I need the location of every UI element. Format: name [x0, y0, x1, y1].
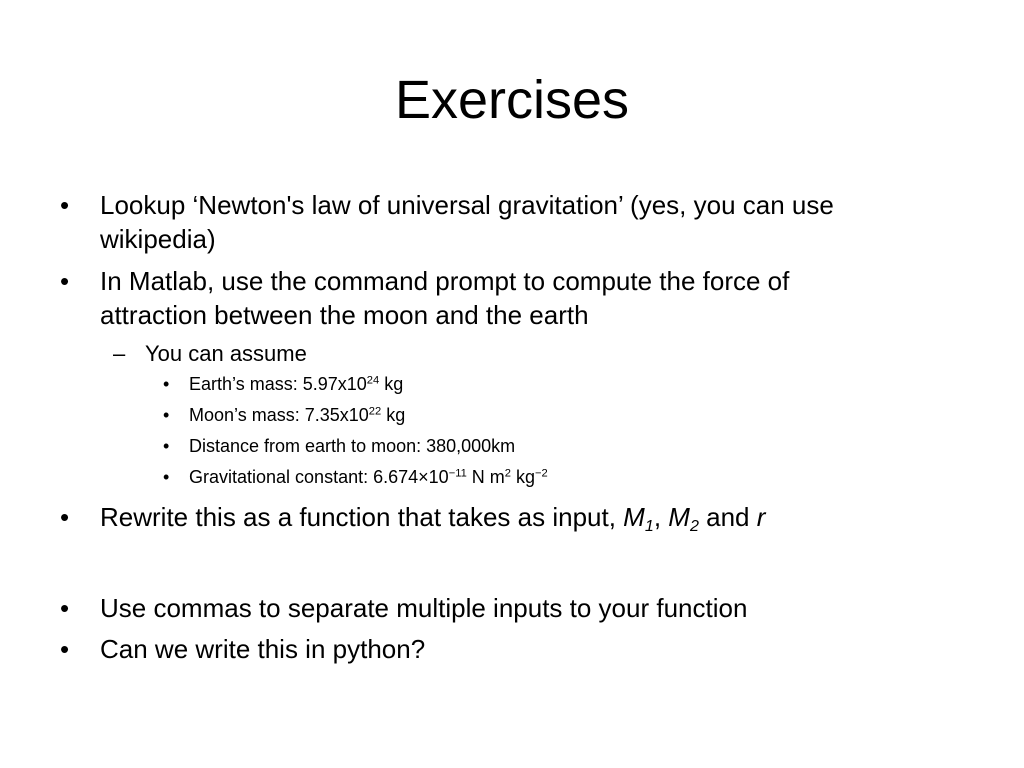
variable-r: r [756, 502, 766, 532]
fact-text: Earth’s mass: 5.97x10 [189, 374, 367, 394]
fact-moon-mass [163, 403, 949, 427]
bullet-icon: • [60, 190, 70, 220]
fact-grav-constant [163, 465, 949, 489]
bullet-text: Use commas to separate multiple inputs to your function [100, 593, 748, 623]
slide-title: Exercises [394, 70, 630, 130]
bullet-item-lookup [60, 188, 930, 256]
bullet-icon: • [60, 266, 70, 296]
rewrite-text: Rewrite this as a function that takes as input, [100, 502, 624, 532]
sub-bullet-text: You can assume [145, 341, 307, 366]
fact-unit: kg [379, 374, 404, 394]
bullet-icon: • [60, 634, 70, 664]
exponent: −2 [535, 467, 548, 480]
variable-m2: M [668, 502, 690, 532]
and-text: and [698, 502, 757, 532]
bullet-text: Can we write this in python? [100, 634, 426, 664]
bullet-text-line: attraction between the moon and the earth [100, 300, 589, 330]
bullet-text-line: In Matlab, use the command prompt to compute the force of [100, 266, 790, 296]
fact-unit: kg [381, 405, 406, 425]
exponent: 24 [366, 374, 380, 387]
bullet-icon: • [60, 593, 70, 623]
variable-m1: M [623, 502, 645, 532]
separator: , [653, 502, 669, 532]
dash-icon: – [113, 341, 126, 366]
fact-unit: kg [511, 467, 536, 487]
exponent: 2 [504, 467, 512, 480]
bullet-item-python [60, 632, 930, 666]
bullet-item-rewrite [60, 500, 930, 535]
exponent: 22 [368, 405, 382, 418]
fact-text: Moon’s mass: 7.35x10 [189, 405, 369, 425]
bullet-icon: • [60, 502, 70, 532]
fact-distance [163, 434, 949, 458]
bullet-item-matlab [60, 264, 930, 332]
exponent: −11 [448, 467, 467, 480]
subscript-1: 1 [644, 516, 654, 535]
bullet-icon: • [163, 467, 170, 487]
bullet-text-line: Lookup ‘Newton's law of universal gravitation’ (yes, you can use [100, 190, 834, 220]
fact-text: Distance from earth to moon: 380,000km [189, 436, 516, 456]
bullet-icon: • [163, 405, 170, 425]
subscript-2: 2 [689, 516, 699, 535]
bullet-item-commas [60, 591, 930, 625]
bullet-text-line: wikipedia) [100, 224, 216, 254]
bullet-icon: • [163, 436, 170, 456]
fact-unit: N m [466, 467, 505, 487]
fact-text: Gravitational constant: 6.674×10 [189, 467, 449, 487]
bullet-icon: • [163, 374, 170, 394]
sub-bullet-assume [113, 340, 925, 368]
fact-earth-mass [163, 372, 949, 396]
